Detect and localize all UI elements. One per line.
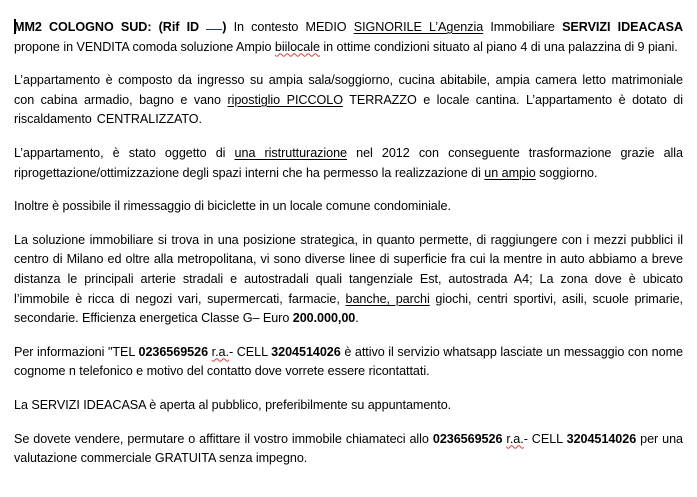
p1-underlined-signorile: SIGNORILE L’Agenzia bbox=[353, 20, 484, 34]
p5-run-tail: . bbox=[355, 311, 359, 326]
listing-title-close: ) bbox=[222, 20, 227, 34]
spellcheck-word-biilocale: biilocale bbox=[274, 39, 320, 54]
agency-name: SERVIZI IDEACASA bbox=[562, 20, 684, 34]
p2-run-tail: TERRAZZO e locale cantina. L’appartamento è dotato di riscaldamento CENTRALIZZATO. bbox=[14, 92, 684, 127]
paragraph-3[interactable] bbox=[14, 144, 683, 183]
p6-run-tail: è attivo il servizio whatsapp lasciate un messaggio con nome cognome n telefonico e motivo del contatto dove vorrete essere ricontattati. bbox=[14, 344, 683, 379]
paragraph-6[interactable] bbox=[14, 343, 683, 382]
paragraph-7[interactable] bbox=[14, 396, 683, 416]
p5-underlined-banche-parchi: banche, parchi bbox=[345, 291, 430, 306]
document-body[interactable] bbox=[14, 18, 683, 469]
p1-run-context: In contesto MEDIO bbox=[226, 20, 354, 34]
p1-run-vendita: propone in VENDITA comoda soluzione Ampio bbox=[14, 39, 275, 54]
p8-run-head: Se dovete vendere, permutare o affittare il vostro immobile chiamateci allo bbox=[14, 431, 433, 446]
p2-underlined-ripostiglio: ripostiglio PICCOLO bbox=[227, 92, 343, 107]
paragraph-2[interactable] bbox=[14, 71, 683, 130]
p2-run-head: L’appartamento è composto da ingresso su ampia sala/soggiorno, cucina abitabile, ampia camera letto matrimoniale con cabina armadio, bagno e vano bbox=[14, 73, 683, 107]
paragraph-5[interactable] bbox=[14, 231, 683, 329]
phone-mobile-1: 3204514026 bbox=[271, 344, 341, 359]
phone-landline-1: 0236569526 bbox=[138, 344, 209, 359]
p3-run-mid: nel 2012 con conseguente trasformazione grazie alla riprogettazione/ottimizzazione degli spazi interni che ha permesso la realizzazione di bbox=[14, 145, 683, 180]
paragraph-4[interactable] bbox=[14, 197, 683, 217]
p3-run-tail: soggiorno. bbox=[535, 165, 598, 180]
p1-run-tail: in ottime condizioni situato al piano 4 di una palazzina di 9 piani. bbox=[319, 39, 678, 54]
p8-run-cell-label: - CELL bbox=[523, 431, 567, 446]
p5-run-mid: giochi, centri sportivi, asili, scuole primarie, secondarie. Efficienza energetica Classe G– Euro bbox=[14, 291, 684, 326]
p1-run-immobiliare: Immobiliare bbox=[483, 20, 563, 34]
p7-run: La SERVIZI IDEACASA è aperta al pubblico, preferibilmente su appuntamento. bbox=[14, 397, 452, 412]
phone-mobile-2: 3204514026 bbox=[566, 431, 637, 446]
spellcheck-word-ra-2: r.a. bbox=[506, 431, 524, 446]
rif-id-blank-field[interactable] bbox=[206, 29, 222, 30]
spellcheck-word-ra-1: r.a. bbox=[211, 344, 229, 359]
p4-run: Inoltre è possibile il rimessaggio di biciclette in un locale comune condominiale. bbox=[14, 199, 451, 214]
p6-run-head: Per informazioni "TEL bbox=[14, 344, 139, 359]
paragraph-8[interactable] bbox=[14, 430, 683, 469]
price-value: 200.000,00 bbox=[292, 311, 356, 326]
p8-run-tail: per una valutazione commerciale GRATUITA senza impegno. bbox=[14, 431, 684, 466]
phone-landline-2: 0236569526 bbox=[432, 431, 503, 446]
paragraph-1[interactable] bbox=[14, 18, 683, 57]
p6-run-cell-label: - CELL bbox=[228, 344, 272, 359]
p3-underlined-ristrutturazione: una ristrutturazione bbox=[234, 145, 347, 160]
p3-run-head: L’appartamento, è stato oggetto di bbox=[14, 145, 235, 160]
listing-title: MM2 COLOGNO SUD: (Rif ID bbox=[14, 20, 207, 34]
p3-underlined-un-ampio: un ampio bbox=[484, 165, 536, 180]
p5-run-head: La soluzione immobiliare si trova in una posizione strategica, in quanto permette, di raggiungere con i mezzi pubblici il centro di Milano ed oltre alla metropolitana, vi sono diverse linee di superficie fra cui la mentre in auto abbiamo a breve distanza le principali arterie stradali e autostradali quali tangenziale Est, autostrada A4; La zona dove è ubicato l’immobile è ricca di negozi vari, supermercati, farmacie, bbox=[14, 232, 683, 306]
